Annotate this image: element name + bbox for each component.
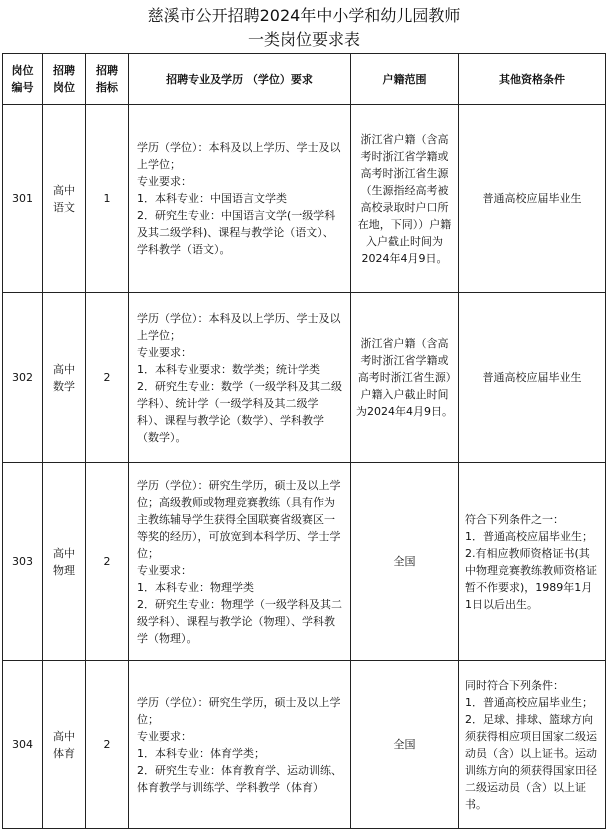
cell-huji: 浙江省户籍（含高考时浙江省学籍或高考时浙江省生源）户籍入户截止时间为2024年4月9日。 bbox=[351, 293, 459, 463]
header-other: 其他资格条件 bbox=[459, 54, 606, 105]
requirements-table bbox=[2, 53, 606, 829]
table-row bbox=[3, 105, 606, 293]
cell-code: 304 bbox=[3, 661, 43, 829]
cell-other: 同时符合下列条件： 1．普通高校应届毕业生； 2．足球、排球、篮球方向须获得相应项目国家二级运动员（含）以上证书。运动训练方向的须获得国家田径二级运动员（含）以上证书。 bbox=[459, 661, 606, 829]
cell-huji: 浙江省户籍（含高考时浙江省学籍或高考时浙江省生源（生源指经高考被高校录取时户口所在地，下同））户籍入户截止时间为2024年4月9日。 bbox=[351, 105, 459, 293]
header-post: 招聘 岗位 bbox=[43, 54, 86, 105]
header-quota: 招聘 指标 bbox=[86, 54, 129, 105]
cell-other: 普通高校应届毕业生 bbox=[459, 293, 606, 463]
cell-post: 高中 物理 bbox=[43, 463, 86, 661]
cell-quota: 2 bbox=[86, 293, 129, 463]
cell-huji: 全国 bbox=[351, 661, 459, 829]
cell-code: 303 bbox=[3, 463, 43, 661]
cell-post: 高中 体育 bbox=[43, 661, 86, 829]
cell-major: 学历（学位）：研究生学历，硕士及以上学位；高级教师或物理竞赛教练（具有作为主教练辅导学生获得全国联赛省级赛区一等奖的经历），可放宽到本科学历、学士学位； 专业要求： 1．本科专业：物理学类 2．研究生专业：物理学（一级学科及其二级学科）、课程与教学论（物理）、学科教学（物理）。 bbox=[129, 463, 351, 661]
header-row bbox=[3, 54, 606, 105]
title-line-1: 慈溪市公开招聘2024年中小学和幼儿园教师 bbox=[147, 6, 461, 25]
table-row bbox=[3, 661, 606, 829]
cell-code: 302 bbox=[3, 293, 43, 463]
title-line-2: 一类岗位要求表 bbox=[247, 30, 360, 49]
cell-huji: 全国 bbox=[351, 463, 459, 661]
cell-other: 符合下列条件之一： 1．普通高校应届毕业生； 2.有相应教师资格证书(其中物理竞赛教练教师资格证暂不作要求)，1989年1月1日以后出生。 bbox=[459, 463, 606, 661]
cell-quota: 1 bbox=[86, 105, 129, 293]
cell-code: 301 bbox=[3, 105, 43, 293]
cell-post: 高中 语文 bbox=[43, 105, 86, 293]
page-title bbox=[0, 0, 608, 52]
header-huji: 户籍范围 bbox=[351, 54, 459, 105]
cell-major: 学历（学位）：本科及以上学历、学士及以上学位； 专业要求： 1．本科专业：中国语言文学类 2．研究生专业：中国语言文学(一级学科及其二级学科)、课程与教学论（语文）、学科教学（语文）。 bbox=[129, 105, 351, 293]
cell-major: 学历（学位）：本科及以上学历、学士及以上学位； 专业要求： 1．本科专业要求：数学类；统计学类 2．研究生专业：数学（一级学科及其二级学科）、统计学（一级学科及其二级学科）、课程与教学论（数学）、学科教学（数学）。 bbox=[129, 293, 351, 463]
cell-other: 普通高校应届毕业生 bbox=[459, 105, 606, 293]
header-code: 岗位 编号 bbox=[3, 54, 43, 105]
cell-major: 学历（学位）：研究生学历，硕士及以上学位； 专业要求： 1．本科专业：体育学类； 2．研究生专业：体育教育学、运动训练、体育教学与训练学、学科教学（体育） bbox=[129, 661, 351, 829]
table-row bbox=[3, 293, 606, 463]
header-major: 招聘专业及学历 （学位）要求 bbox=[129, 54, 351, 105]
cell-quota: 2 bbox=[86, 661, 129, 829]
table-row bbox=[3, 463, 606, 661]
cell-quota: 2 bbox=[86, 463, 129, 661]
cell-post: 高中 数学 bbox=[43, 293, 86, 463]
